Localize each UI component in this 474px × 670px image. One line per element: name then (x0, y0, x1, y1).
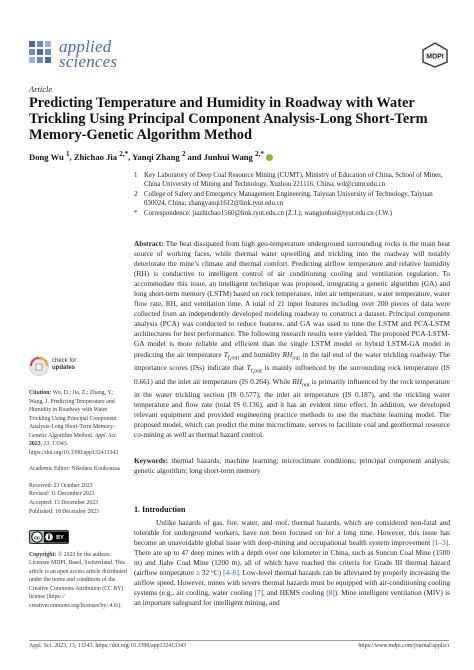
rh-variable: RH (292, 376, 303, 386)
introduction-paragraph (134, 518, 450, 608)
citation-label: Citation: (29, 390, 52, 396)
copyright-label: Copyright: (29, 551, 57, 558)
journal-name (59, 39, 117, 69)
intro-text: , and HEMS cooling (262, 588, 327, 598)
intro-text: Unlike hazards of gas, fire, water, and roof, thermal hazards, which are considered non-fatal and tolerable for underground workers, have not been focused on for a long time. However, this issue has become an unavoidable global issue with deep-mining and occupational health system improvement (134, 518, 450, 548)
temp-variable: T (246, 363, 251, 373)
citation-doi[interactable]: , 13343. https://doi.org/10.3390/app132413343 (29, 441, 119, 456)
abstract-text: is mainly influenced by the surrounding rock temperature (IS 0.661) and the inlet air temperature (IS 0.264). While (134, 363, 450, 386)
abstract-text: in the tail end of the water trickling roadway. The importance scores (ISs) indicate that (134, 349, 450, 373)
keywords-text: thermal hazards; machine learning; microclimate conditions; principal component analysis; genetic algorithm; long short-term memory (134, 456, 450, 476)
footer-citation[interactable]: Appl. Sci. 2023, 13, 13343. https://doi.org/10.3390/app132413343 (29, 643, 186, 649)
reference-link[interactable]: [4–6] (223, 568, 239, 578)
affiliation-item (134, 209, 454, 218)
author-sup: 1 (65, 150, 70, 158)
check-for-updates[interactable] (29, 355, 99, 379)
journal-header (29, 38, 449, 72)
reference-link[interactable]: [1–3] (432, 538, 449, 548)
abstract-text: is primarily influenced by the rock temperature in the water trickling section (IS 0.577), the inlet air temperature (IS 0.187), and the trickling water temperature and flow rate (total IS 0.136), and it has an evident time effect. In addition, we developed relevant equipment and provided engineering practice methods to use the machine learning model. The proposed model, which can predict the mine microclimate, serves to facilitate coal and geothermal resource co-mining as well as thermal hazard control. (134, 376, 450, 440)
check-updates-text (52, 358, 76, 372)
citation-volume: 13 (43, 441, 50, 448)
intro-text: ). Mine intelligent ventilation (MIV) is an important safeguard for intelligent mining, and (134, 588, 450, 608)
citation-year: 2023 (29, 441, 41, 448)
sidebar-info (29, 389, 127, 610)
affiliation-text: Key Laboratory of Deep Coal Resource Mining (CUMT), Ministry of Education of China, School of Mines, China University of Mining and Technology, Xuzhou 221116, China; wd@cumt.edu.cn (144, 172, 443, 189)
author-sup: 2,* (119, 150, 129, 158)
author-name: Zhichao Jia (73, 151, 118, 162)
author-name: Yanqi Zhang (132, 151, 180, 162)
check-for-updates-icon (29, 355, 49, 377)
journal-squares-icon (29, 41, 51, 67)
abstract-text: and humidity (239, 349, 283, 359)
affiliation-item (134, 171, 454, 190)
published-date: Published: 18 December 2023 (29, 508, 100, 515)
mdpi-icon (421, 42, 449, 68)
temp-variable: T (223, 349, 228, 359)
affiliation-number: * (134, 209, 138, 217)
affiliation-text: College of Safety and Emergency Management Engineering, Taiyuan University of Technology, Taiyuan 030024, China; zhangyanqi1612@link.tyut.edu.cn (144, 190, 433, 208)
revised-date: Revised: 11 December 2023 (29, 491, 95, 498)
journal-name-line2: sciences (59, 52, 118, 71)
abstract-label: Abstract: (134, 239, 164, 248)
author-name: Junhui Wang (203, 151, 253, 162)
copyright (29, 551, 127, 611)
citation-journal: Appl. Sci. (94, 432, 118, 439)
affiliation-number: 1 (134, 172, 138, 179)
author-name: Dong Wu (29, 151, 64, 162)
paper-title: Predicting Temperature and Humidity in Roadway with Water Trickling Using Principal Component Analysis-Long Short-Term Memory-Genetic Algorithm Method (29, 95, 428, 144)
accepted-date: Accepted: 13 December 2023 (29, 500, 99, 507)
citation: Citation: Wu, D.; Jia, Z.; Zhang, Y.; Wang, J. Predicting Temperature and Humidity in Roadway with Water Trickling Using Principal Component Analysis-Long Short-Term Memory-Genetic Algorithm Method. Appl. Sci. 2023, 13, 13343. https://doi.org/10.3390/app132413343 (29, 390, 119, 456)
reference-link[interactable]: [7] (254, 588, 263, 598)
abstract (134, 239, 450, 440)
footer-journal-url[interactable]: https://www.mdpi.com/journal/applsci (358, 643, 449, 649)
received-date: Received: 23 October 2023 (29, 482, 93, 489)
intro-text: . Low-level thermal hazards can be alleviated by properly increasing the airflow speed. However, mines with severe thermal hazards must be equipped with air-conditioning cooling systems (e.g., air cooling, water cooling (134, 568, 450, 598)
temp-variable-sub: f,out (250, 368, 262, 375)
article-type: Article (29, 84, 53, 94)
intro-text: . There are up to 47 deep mines with a depth over one kilometer in China, such as Suncun Coal Mine (1500 m) and Jiahe Coal Mine (1200 m), all of which have reached the criteria for Grade III thermal hazard (airflow temperature ≥ 32 °C) (134, 538, 450, 578)
journal-name-line1: applied (59, 37, 112, 56)
affiliation-item (134, 190, 454, 209)
correspondence-text: Correspondence: jiazhichao1560@link.tyut.edu.cn (Z.J.); wangjunhui@tyut.edu.cn (J.W.) (144, 209, 393, 217)
publisher-logo-text: MDPI (426, 53, 444, 61)
rh-variable-sub: out (292, 354, 301, 361)
abstract-text: The heat dissipated from high geo-temperature underground surrounding rocks is the main heat source of working faces, while thermal water upwelling and trickling into the roadway will notably deteriorate the mine’s climate and thermal comfort. Predicting airflow temperature and relative humidity (RH) is conductive to intelligent control of air conditioning cooling and ventilation regulation. To accommodate this issue, an intelligent technique was proposed, integrating a genetic algorithm (GA) and long short-term memory (LSTM) based on rock temperature, inlet air temperature, water temperature, water flow rate, RH, and ventilation time. A total of 21 input features including over 200 pieces of data were collected from an independently developed modeling roadway to construct a dataset. Principal component analysis (PCA) was conducted to reduce features, and GA was used to tune the LSTM and PCA-LSTM architectures for best performance. The following research results were yielded. The proposed PCA-LSTM-GA model is more reliable and efficient than the single LSTM model or hybrid LSTM-GA model in predicting the air temperature (134, 239, 450, 359)
affiliations (134, 171, 454, 218)
author-sup: 2,* (255, 150, 264, 158)
affiliation-number: 2 (134, 190, 138, 198)
check-updates-line1: check for (52, 358, 77, 364)
citation-text: Wu, D.; Jia, Z.; Zhang, Y.; Wang, J. Predicting Temperature and Humidity in Roadway with Water Trickling Using Principal Component Analysis-Long Short-Term Memory-Genetic Algorithm Method. (29, 390, 117, 439)
author-sup: 2 (181, 150, 186, 158)
author-list: Dong Wu $^1$, Zhichao Jia $^{2,*}$, Yanqi Zhang $^2$ and Junhui Wang $^{2,*}$ (29, 150, 273, 162)
rh-variable-sub: out (302, 381, 310, 388)
orcid-icon[interactable] (266, 154, 273, 161)
reference-link[interactable]: [8] (326, 588, 335, 598)
keywords (134, 456, 450, 476)
section-heading: 1. Introduction (134, 505, 186, 514)
cc-by-license-icon[interactable] (29, 530, 69, 544)
footer-divider (29, 640, 449, 641)
academic-editor: Academic Editor: Nikolaos Koukouzas (29, 466, 120, 473)
temp-variable-sub: f,out (227, 354, 240, 361)
check-updates-line2: updates (52, 365, 76, 371)
svg-text:cc: cc (34, 535, 40, 542)
rh-variable: RH (282, 349, 293, 359)
copyright-text: © 2023 by the authors. Licensee MDPI, Basel, Switzerland. This article is an open access article distributed under the terms and conditions of the Creative Commons Attribution (CC BY) license (https:// creativecommons.org/licenses/by/ 4.0/). (29, 551, 127, 609)
keywords-label: Keywords: (134, 456, 169, 465)
svg-text:BY: BY (56, 535, 64, 542)
